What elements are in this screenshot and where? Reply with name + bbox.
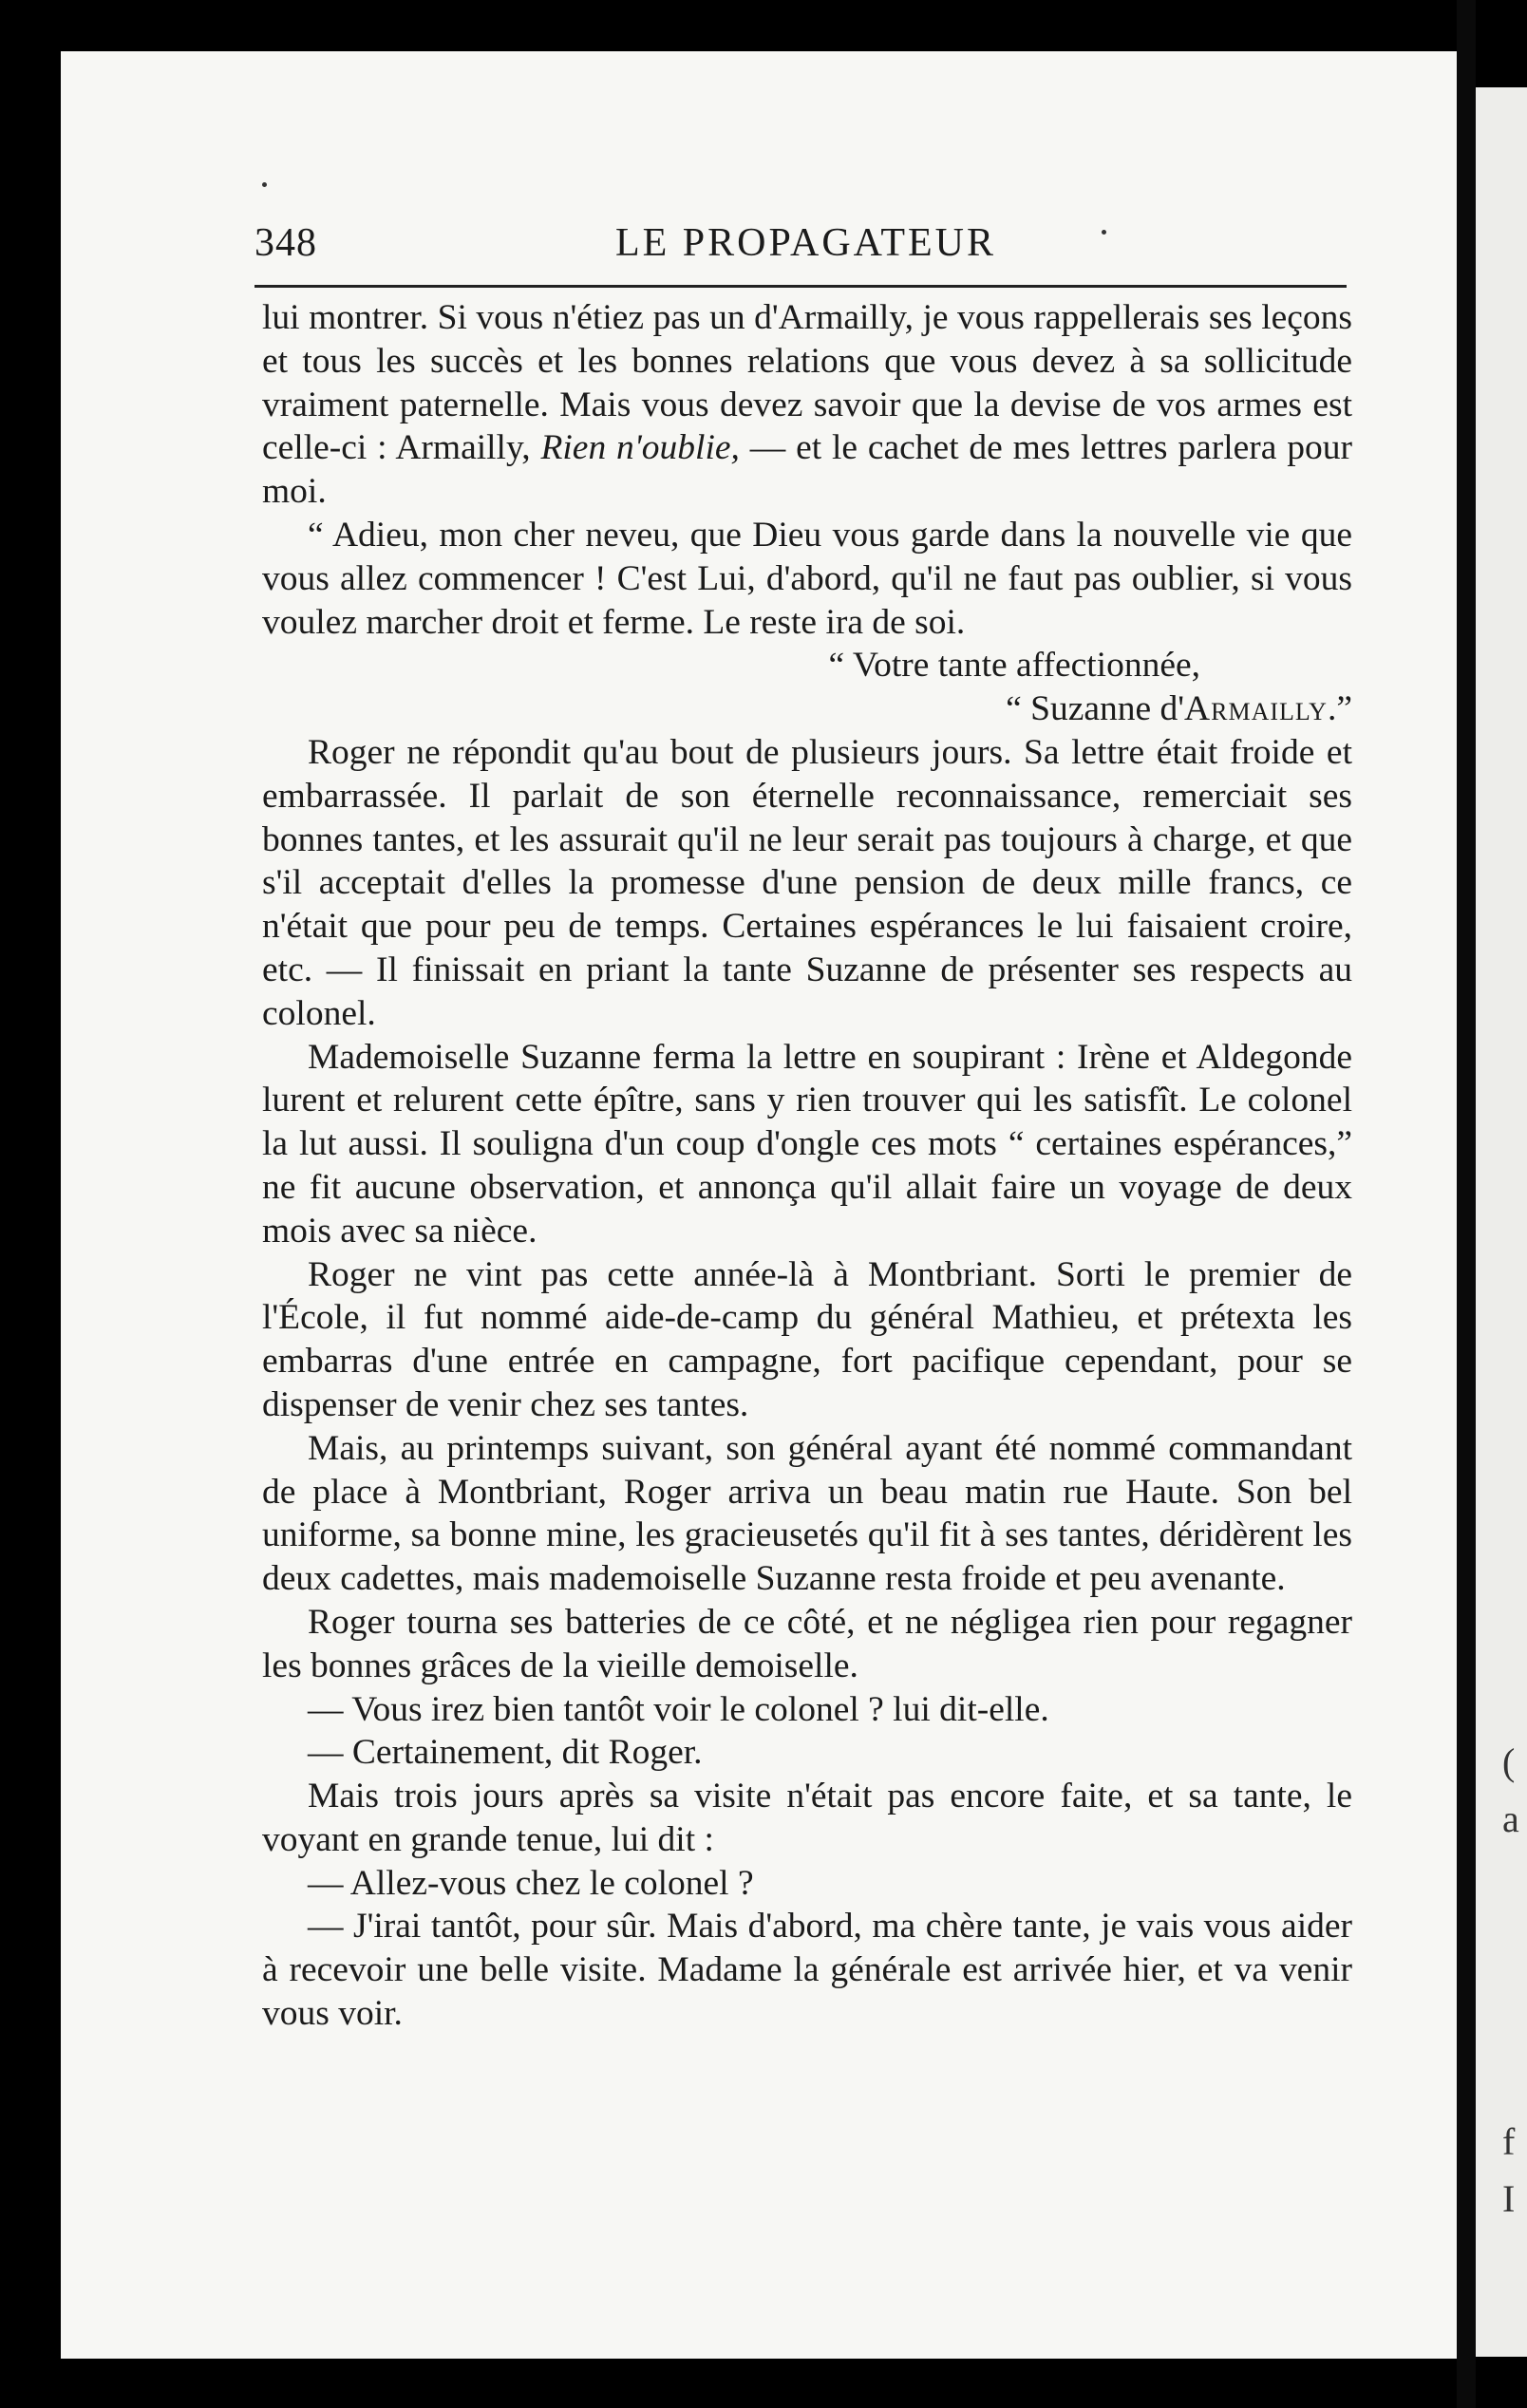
body-text bbox=[262, 296, 1352, 2036]
header-rule bbox=[254, 285, 1347, 288]
speck bbox=[262, 182, 267, 187]
signature-name: “ Suzanne d'Armailly.” bbox=[1006, 689, 1352, 729]
paragraph: Roger ne vint pas cette année-là à Montbriant. Sorti le premier de l'École, il fut nommé aide-de-camp du général Mathieu, et prétexta les embarras d'une entrée en campagne, fort pacifique cependant, pour se dispenser de venir chez ses tantes. bbox=[262, 1254, 1352, 1424]
facing-page-glyph: f bbox=[1502, 2120, 1516, 2163]
running-title: LE PROPAGATEUR bbox=[615, 221, 997, 265]
facing-page-glyph: I bbox=[1502, 2177, 1516, 2220]
paragraph: — J'irai tantôt, pour sûr. Mais d'abord, ma chère tante, je vais vous aider à recevoir une belle visite. Madame la générale est arrivée hier, et va venir vous voir. bbox=[262, 1907, 1352, 2034]
book-spine bbox=[1457, 0, 1476, 2408]
motto: Rien n'oublie, bbox=[540, 428, 740, 468]
page-number: 348 bbox=[254, 221, 317, 265]
facing-page-glyph: ( bbox=[1502, 1740, 1516, 1783]
facing-page-edge bbox=[1476, 87, 1527, 2357]
paragraph: lui montrer. Si vous n'étiez pas un d'Armailly, je vous rappellerais ses leçons et tous les succès et les bonnes relations que vous devez à sa sollicitude vraiment paternelle. Mais vous devez savoir que la devise de vos armes est celle-ci : Armailly, Rien n'oublie, — et le cachet de mes lettres parlera pour moi. bbox=[262, 298, 1352, 512]
paragraph: — Certainement, dit Roger. bbox=[308, 1733, 703, 1773]
paragraph: — Allez-vous chez le colonel ? bbox=[308, 1863, 754, 1903]
signature-line: “ Votre tante affectionnée, bbox=[828, 646, 1200, 686]
paragraph: Roger tourna ses batteries de ce côté, et ne négligea rien pour regagner les bonnes grâces de la vieille demoiselle. bbox=[262, 1602, 1352, 1685]
paragraph: Mais trois jours après sa visite n'était pas encore faite, et sa tante, le voyant en grande tenue, lui dit : bbox=[262, 1777, 1352, 1859]
paragraph: Mademoiselle Suzanne ferma la lettre en soupirant : Irène et Aldegonde lurent et relurent cette épître, sans y rien trouver qui les satisfît. Le colonel la lut aussi. Il souligna d'un coup d'ongle ces mots “ certaines espérances,” ne fit aucune observation, et annonça qu'il allait faire un voyage de deux mois avec sa nièce. bbox=[262, 1037, 1352, 1251]
paragraph: Mais, au printemps suivant, son général ayant été nommé commandant de place à Montbriant, Roger arriva un beau matin rue Haute. Son bel uniforme, sa bonne mine, les gracieusetés qu'il fit à ses tantes, déridèrent les deux cadettes, mais mademoiselle Suzanne resta froide et peu avenante. bbox=[262, 1428, 1352, 1599]
page-header bbox=[254, 220, 1347, 277]
paragraph: “ Adieu, mon cher neveu, que Dieu vous garde dans la nouvelle vie que vous allez commencer ! C'est Lui, d'abord, qu'il ne faut pas oublier, si vous voulez marcher droit et ferme. Le reste ira de soi. bbox=[262, 515, 1352, 642]
paragraph: — Vous irez bien tantôt voir le colonel ? lui dit-elle. bbox=[308, 1689, 1049, 1729]
facing-page-glyph: a bbox=[1502, 1797, 1519, 1840]
paragraph: Roger ne répondit qu'au bout de plusieurs jours. Sa lettre était froide et embarrassée. Il parlait de son éternelle reconnaissance, remerciait ses bonnes tantes, et les assurait qu'il ne leur serait pas toujours à charge, et que s'il acceptait d'elles la promesse d'une pension de deux mille francs, ce n'était que pour peu de temps. Certaines espérances le lui faisaient croire, etc. — Il finissait en priant la tante Suzanne de présenter ses respects au colonel. bbox=[262, 732, 1352, 1033]
